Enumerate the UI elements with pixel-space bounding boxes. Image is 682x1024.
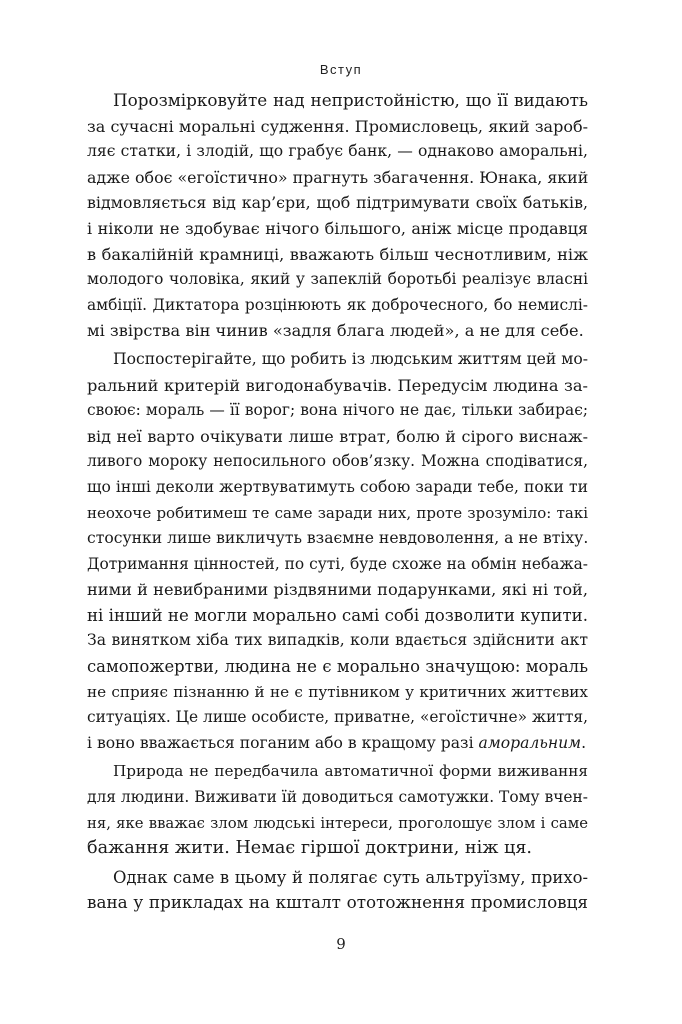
- text-line: своює: мораль — її ворог; вона нічого не дає, тільки забирає;: [87, 401, 588, 420]
- paragraph-3: [87, 759, 588, 861]
- text-line: мі звірства він чинив «задля блага людей», а не для себе.: [87, 321, 584, 341]
- text-line: самопожертви, людина не є морально значущою: мораль: [87, 657, 588, 677]
- text-line: ральний критерій вигодонабувачів. Передусім людина за-: [87, 375, 588, 395]
- text-line: ня, яке вважає злом людські інтереси, проголошує злом і саме: [87, 814, 588, 832]
- text-line: Поспостерігайте, що робить із людським життям цей мо-: [113, 349, 589, 368]
- text-line: Природа не передбачила автоматичної форми виживання: [113, 762, 588, 781]
- text-line: відмовляється від кар’єри, щоб підтримувати своїх батьків,: [87, 193, 588, 213]
- paragraph-1: [87, 88, 588, 344]
- page-number: 9: [336, 935, 346, 953]
- text-line: ними й невибраними різдвяними подарунками, які ні той,: [87, 580, 588, 600]
- text-line: ні інший не могли морально самі собі дозволити купити.: [87, 605, 588, 625]
- text-line: бажання жити. Немає гіршої доктрини, ніж ця.: [87, 838, 533, 859]
- text-line: Порозмірковуйте над непристойністю, що її видають: [113, 90, 588, 110]
- paragraph-2: [87, 347, 588, 757]
- text-line: амбіції. Диктатора розцінюють як доброчесного, бо немислі-: [87, 295, 588, 314]
- text-line: що інші деколи жертвуватимуть собою заради тебе, поки ти: [87, 477, 588, 496]
- text-line: за сучасні моральні судження. Промисловець, який зароб-: [87, 116, 588, 136]
- text-line: За винятком хіба тих випадків, коли вдається здійснити акт: [87, 631, 588, 650]
- text-line: Однак саме в цьому й полягає суть альтруїзму, прихо-: [113, 867, 588, 887]
- text-line: адже обоє «егоїстично» прагнуть збагачення. Юнака, який: [87, 167, 589, 187]
- text-line: вана у прикладах на кшталт ототожнення промисловця: [87, 892, 588, 913]
- text-line-last: [87, 731, 588, 757]
- body-text: [87, 88, 588, 916]
- text-line: в бакалійній крамниці, вважають більш чеснотливим, ніж: [87, 244, 588, 264]
- text-line: ляє статки, і злодій, що грабує банк, — однаково аморальні,: [87, 142, 588, 161]
- text-line: неохоче робитимеш те саме заради них, проте зрозуміло: такі: [87, 503, 588, 522]
- emphasis-text: аморальним: [478, 733, 582, 752]
- paragraph-4: [87, 865, 588, 916]
- text-line: молодого чоловіка, який у запеклій боротьбі реалізує власні: [87, 270, 588, 289]
- text-line: ливого мороку непосильного обов’язку. Можна сподіватися,: [87, 452, 588, 471]
- text-line-end: .: [581, 733, 587, 752]
- text-line: ситуаціях. Це лише особисте, приватне, «егоїстичне» життя,: [87, 708, 589, 727]
- text-line: Дотримання цінностей, по суті, буде схоже на обмін небажа-: [87, 554, 588, 573]
- text-line: стосунки лише викличуть взаємне невдоволення, а не втіху.: [87, 529, 589, 548]
- text-line: від неї варто очікувати лише втрат, болю й сірого виснаж-: [87, 426, 588, 446]
- text-line: для людини. Виживати їй доводиться самотужки. Тому вчен-: [87, 788, 588, 807]
- running-head: Вступ: [319, 62, 363, 77]
- text-line-start: і воно вважається поганим або в кращому разі: [87, 733, 474, 752]
- text-line: не сприяє пізнанню й не є путівником у критичних життєвих: [87, 682, 588, 701]
- text-line: і ніколи не здобуває нічого більшого, аніж місце продавця: [87, 218, 588, 238]
